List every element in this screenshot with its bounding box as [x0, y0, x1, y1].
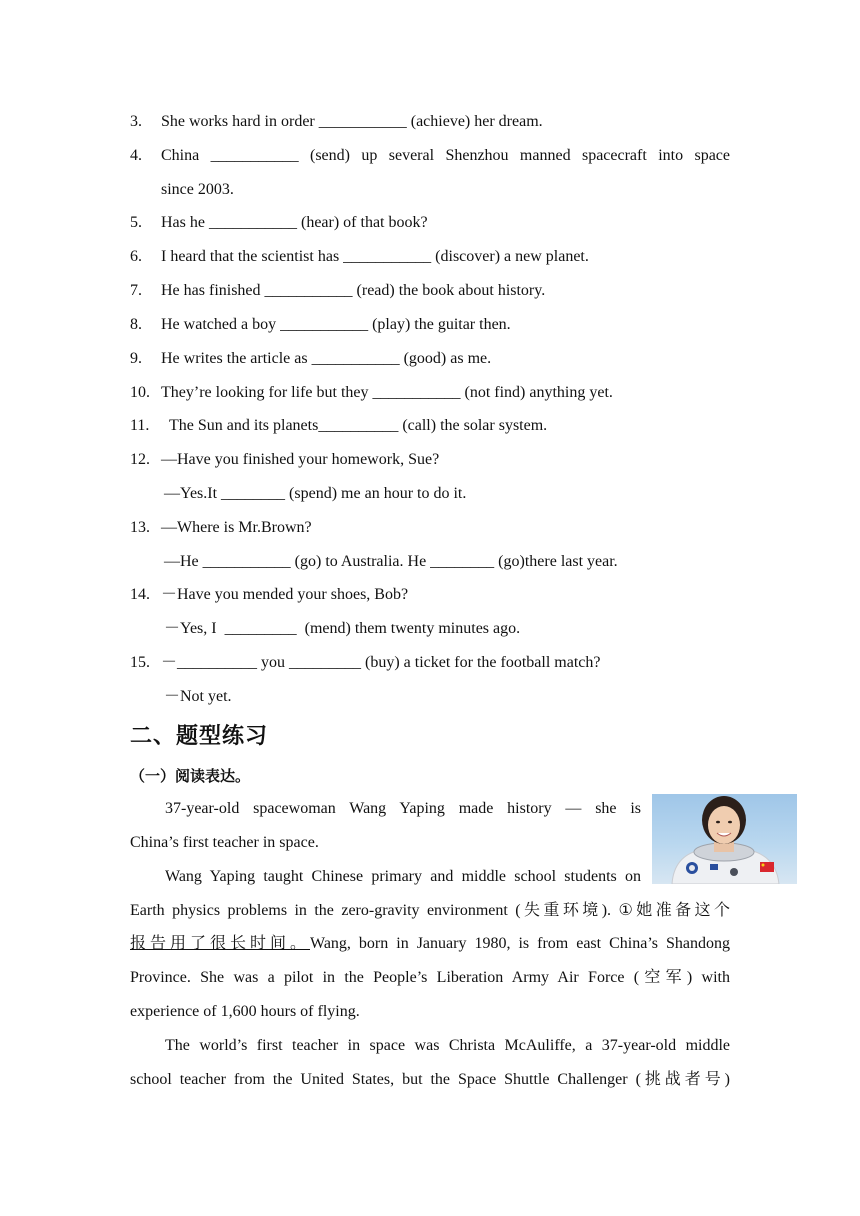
astronaut-portrait-image	[652, 794, 797, 884]
question-number: 11.	[130, 417, 150, 434]
question-text: He has finished ___________ (read) the book about history.	[161, 282, 546, 299]
question-number: 5.	[130, 214, 142, 231]
question-4-continuation: since 2003.	[161, 181, 234, 198]
question-text: He writes the article as ___________ (good) as me.	[161, 350, 492, 367]
question-text: They’re looking for life but they ___________ (not find) anything yet.	[161, 384, 613, 401]
passage-p3-line1: The world’s first teacher in space was Christa McAuliffe, a 37-year-old middle	[165, 1037, 730, 1054]
question-number: 7.	[130, 282, 142, 299]
question-number: 10.	[130, 384, 150, 401]
question-text: The Sun and its planets__________ (call) the solar system.	[169, 417, 548, 434]
question-text: She works hard in order ___________ (achieve) her dream.	[161, 113, 543, 130]
question-12-answer-line: —Yes.It ________ (spend) me an hour to do it.	[164, 485, 467, 502]
question-text: China ___________ (send) up several Shenzhou manned spacecraft into space	[161, 147, 730, 164]
passage-p2-line2	[130, 901, 730, 921]
passage-p1-line1: 37-year-old spacewoman Wang Yaping made history — she is	[165, 800, 641, 817]
question-number: 4.	[130, 147, 142, 164]
astronaut-illustration	[652, 794, 797, 884]
underlined-sentence: 报告用了很长时间。	[130, 935, 310, 952]
section-heading: 二、题型练习	[130, 724, 269, 749]
question-text: －__________ you _________ (buy) a ticket for the football match?	[161, 654, 601, 671]
passage-p2-line5: experience of 1,600 hours of flying.	[130, 1003, 360, 1020]
question-14-answer-line: －Yes, I _________ (mend) them twenty minutes ago.	[164, 620, 521, 637]
question-text: He watched a boy ___________ (play) the guitar then.	[161, 316, 511, 333]
question-text: －Have you mended your shoes, Bob?	[161, 586, 409, 603]
question-number: 6.	[130, 248, 142, 265]
question-13-answer-line: —He ___________ (go) to Australia. He ________ (go)there last year.	[164, 553, 618, 570]
question-number: 15.	[130, 654, 150, 671]
subsection-heading: （一）阅读表达。	[130, 767, 251, 785]
question-number: 12.	[130, 451, 150, 468]
passage-text: Wang, born in January 1980, is from east China’s Shandong	[310, 935, 730, 952]
question-text: —Have you finished your homework, Sue?	[161, 451, 440, 468]
passage-p2-line1: Wang Yaping taught Chinese primary and middle school students on	[165, 868, 641, 885]
question-text: I heard that the scientist has ___________ (discover) a new planet.	[161, 248, 589, 265]
passage-p2-line3	[130, 934, 730, 954]
question-number: 9.	[130, 350, 142, 367]
passage-p3-line2: school teacher from the United States, but the Space Shuttle Challenger (挑战者号)	[130, 1071, 730, 1088]
question-text: —Where is Mr.Brown?	[161, 519, 312, 536]
question-text: Has he ___________ (hear) of that book?	[161, 214, 428, 231]
question-number: 13.	[130, 519, 150, 536]
question-number: 3.	[130, 113, 142, 130]
passage-text: Earth physics problems in the zero-gravity environment (失重环境). ①她准备这个	[130, 902, 730, 919]
question-number: 8.	[130, 316, 142, 333]
question-number: 14.	[130, 586, 150, 603]
passage-p2-line4: Province. She was a pilot in the People’s Liberation Army Air Force (空军) with	[130, 969, 730, 986]
passage-p1-line2: China’s first teacher in space.	[130, 834, 319, 851]
question-15-answer-line: －Not yet.	[164, 688, 232, 705]
